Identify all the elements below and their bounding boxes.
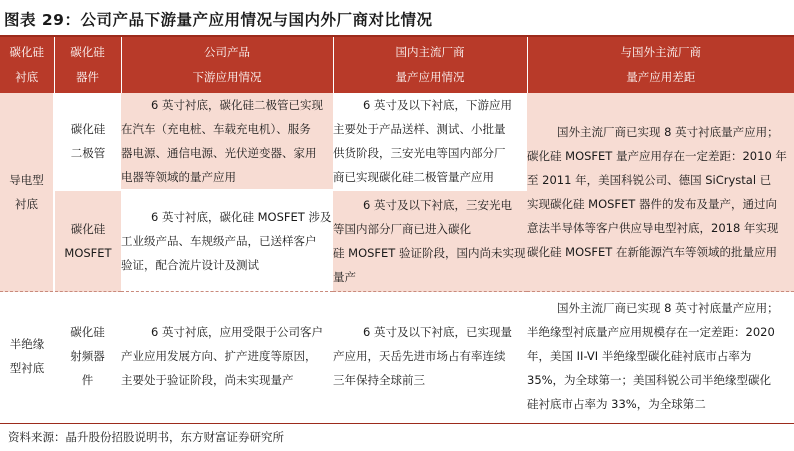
cell-conductive-gap: 国外主流厂商已实现 8 英寸衬底量产应用； 碳化硅 MOSFET 量产应用存在一定差距：2010 年 至 2011 年，美国科锐公司、德国 SiCrystal 已 实现碳化硅 MOSFET 器件的发布及量产，通过向 意法半导体等客户供应导电型衬底，2018 年实现 碳化硅 MOSFET 在新能源汽车等领域的批量应用 (527, 93, 794, 292)
header-substrate: 碳化硅 衬底 (0, 37, 54, 93)
table-header-row (0, 37, 794, 93)
cell-rf-domestic: 6 英寸及以下衬底，已实现量 产应用，天岳先进市场占有率连续 三年保持全球前三 (333, 292, 527, 421)
row-label-semi-insulating: 半绝缘 型衬底 (0, 292, 54, 421)
bottom-rule (0, 423, 794, 424)
cell-diode-domestic: 6 英寸及以下衬底，下游应用 主要处于产品送样、测试、小批量 供货阶段，三安光电等国内部分厂 商已实现碳化硅二极管量产应用 (333, 93, 527, 190)
table-row-diode (0, 93, 794, 190)
header-gap: 与国外主流厂商 量产应用差距 (527, 37, 794, 93)
header-device: 碳化硅 器件 (54, 37, 121, 93)
cell-mosfet-company: 6 英寸衬底，碳化硅 MOSFET 涉及 工业级产品、车规级产品，已送样客户 验证，配合流片设计及测试 (121, 190, 333, 292)
comparison-table (0, 37, 794, 420)
cell-rf-company: 6 英寸衬底，应用受限于公司客户 产业应用发展方向、扩产进度等原因， 主要处于验证阶段，尚未实现量产 (121, 292, 333, 421)
header-domestic: 国内主流厂商 量产应用情况 (333, 37, 527, 93)
cell-diode-company: 6 英寸衬底，碳化硅二极管已实现 在汽车（充电桩、车载充电机）、服务 器电源、通信电源、光伏逆变器、家用 电器等领域的量产应用 (121, 93, 333, 190)
device-label-diode: 碳化硅 二极管 (54, 93, 121, 190)
figure-title: 图表 29：公司产品下游量产应用情况与国内外厂商对比情况 (4, 11, 433, 29)
table-row-rf (0, 292, 794, 421)
device-label-rf: 碳化硅 射频器 件 (54, 292, 121, 421)
cell-semi-gap: 国外主流厂商已实现 8 英寸衬底量产应用； 半绝缘型衬底量产应用规模存在一定差距：2020 年，美国 II-VI 半绝缘型碳化硅衬底市占率为 35%，为全球第一；美国科锐公司半绝缘型碳化 硅衬底市占率为 33%，为全球第二 (527, 292, 794, 421)
cell-mosfet-domestic: 6 英寸及以下衬底，三安光电 等国内部分厂商已进入碳化 硅 MOSFET 验证阶段，国内尚未实现 量产 (333, 190, 527, 292)
header-company: 公司产品 下游应用情况 (121, 37, 333, 93)
device-label-mosfet: 碳化硅 MOSFET (54, 190, 121, 292)
row-label-conductive: 导电型 衬底 (0, 93, 54, 292)
source-note: 资料来源：晶升股份招股说明书，东方财富证券研究所 (8, 430, 284, 444)
